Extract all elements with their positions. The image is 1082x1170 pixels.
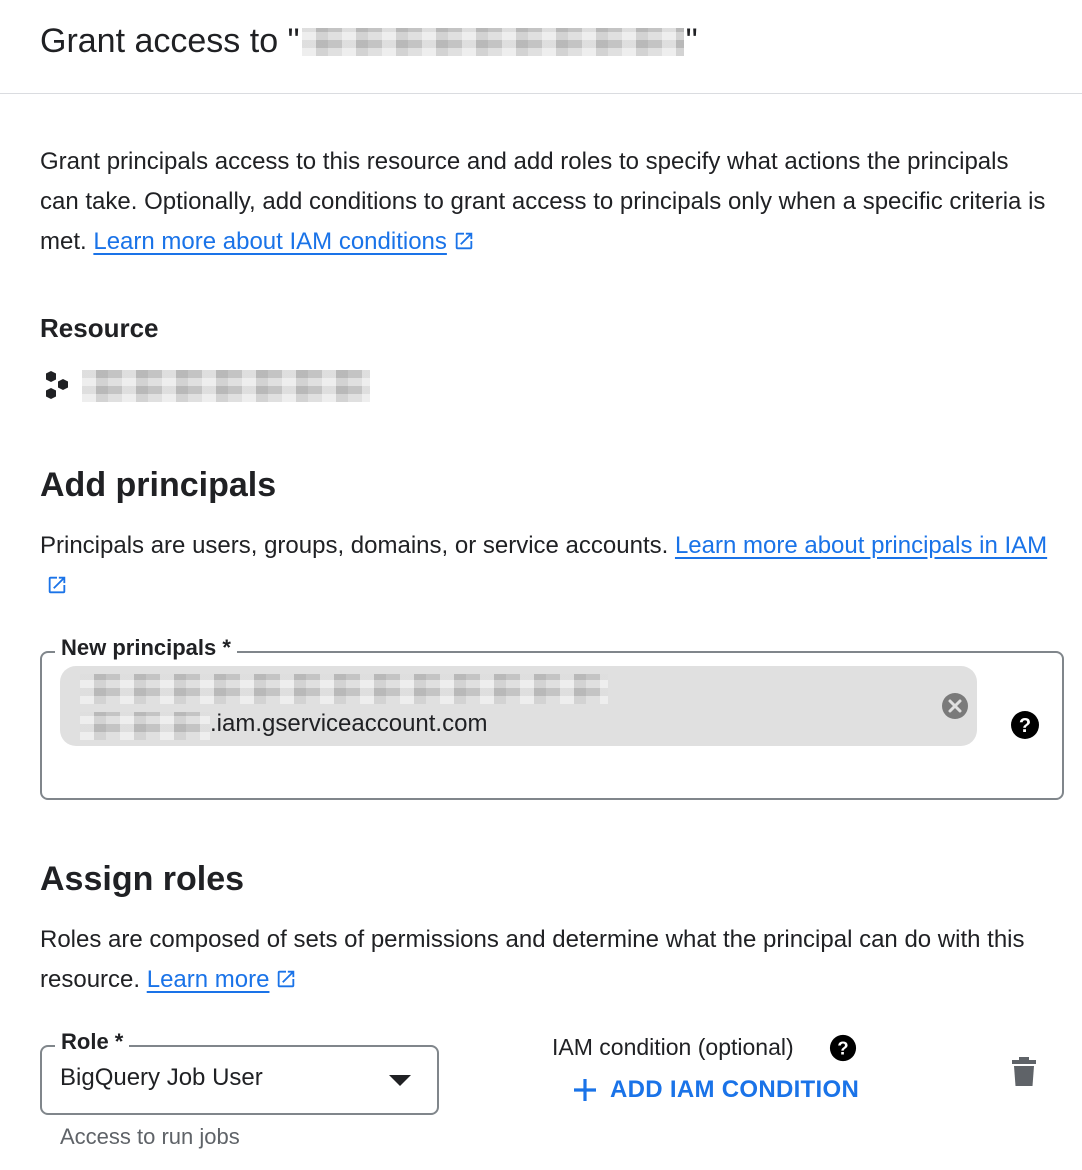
roles-learn-more-link[interactable]: Learn more: [146, 966, 270, 993]
svg-text:?: ?: [1018, 715, 1032, 737]
principals-learn-more-link[interactable]: Learn more about principals in IAM: [674, 532, 1048, 559]
assign-roles-heading: Assign roles: [40, 860, 245, 898]
principal-chip[interactable]: [60, 666, 977, 746]
principal-chip-suffix: .iam.gserviceaccount.com: [210, 710, 488, 737]
iam-condition-label: IAM condition (optional): [552, 1034, 794, 1060]
dialog-header: [0, 0, 1082, 94]
role-helper-text: Access to run jobs: [60, 1124, 240, 1149]
redacted-principal-line: [80, 674, 608, 704]
dropdown-arrow-icon[interactable]: [389, 1075, 411, 1086]
plus-icon: [572, 1077, 598, 1103]
redacted-resource-name: [302, 28, 684, 56]
open-in-new-icon: [453, 230, 475, 252]
open-in-new-icon: [46, 574, 68, 596]
dialog-title-suffix: ": [685, 22, 698, 60]
add-iam-condition-button[interactable]: [572, 1076, 859, 1104]
new-principals-label: New principals *: [55, 635, 237, 661]
intro-paragraph: [40, 142, 1050, 262]
roles-text: Roles are composed of sets of permissions and determine what the principal can do with this resource.: [40, 926, 1025, 993]
iam-conditions-link[interactable]: Learn more about IAM conditions: [93, 228, 447, 255]
role-label: Role *: [55, 1029, 129, 1055]
condition-help-icon[interactable]: [829, 1034, 857, 1062]
remove-chip-icon[interactable]: [941, 692, 969, 720]
redacted-principal-prefix: [80, 712, 210, 740]
add-principals-heading: Add principals: [40, 466, 277, 504]
dialog-title-prefix: Grant access to ": [40, 22, 300, 60]
resource-heading: Resource: [40, 313, 159, 343]
intro-text: Grant principals access to this resource and add roles to specify what actions the principals can take. Optionally, add conditions to grant access to principals only when a specific criteria is met.: [40, 148, 1046, 255]
principals-text: Principals are users, groups, domains, or service accounts.: [40, 532, 669, 559]
help-icon[interactable]: [1010, 710, 1040, 740]
dialog-title: [40, 22, 698, 61]
resource-row: [44, 370, 370, 402]
hexagon-cluster-icon: [44, 370, 72, 402]
principals-paragraph: [40, 526, 1050, 606]
delete-icon[interactable]: [1010, 1056, 1038, 1088]
open-in-new-icon: [275, 968, 297, 990]
redacted-resource-id: [82, 370, 370, 402]
add-iam-condition-label: ADD IAM CONDITION: [610, 1076, 860, 1103]
roles-paragraph: [40, 920, 1050, 1000]
svg-text:?: ?: [837, 1037, 849, 1059]
role-select-value[interactable]: BigQuery Job User: [60, 1064, 263, 1091]
